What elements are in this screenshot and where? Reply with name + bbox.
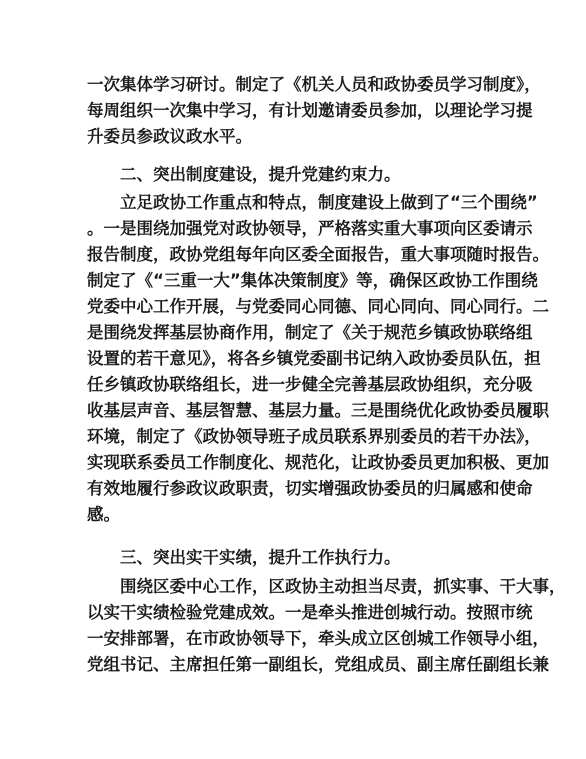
- text-line: 一安排部署，在市政协领导下，牵头成立区创城工作领导小组，: [87, 629, 549, 648]
- text-line: 收基层声音、基层智慧、基层力量。三是围绕优化政协委员履职: [87, 401, 549, 420]
- text-line: 立足政协工作重点和特点，制度建设上做到了“三个围绕”: [120, 193, 538, 212]
- text-line: 报告制度，政协党组每年向区委全面报告，重大事项随时报告。: [87, 245, 549, 264]
- text-line: 围绕区委中心工作，区政协主动担当尽责，抓实事、干大事，: [120, 577, 566, 596]
- text-line: 党委中心工作开展，与党委同心同德、同心同向、同心同行。二: [87, 297, 549, 316]
- text-line: 升委员参政议政水平。: [87, 127, 252, 146]
- text-line: 。一是围绕加强党对政协领导，严格落实重大事项向区委请示: [87, 219, 533, 238]
- text-line: 制定了《“三重一大”集体决策制度》等，确保区政协工作围绕: [87, 271, 538, 290]
- section-heading: 二、突出制度建设，提升党建约束力。: [120, 165, 401, 184]
- text-line: 党组书记、主席担任第一副组长，党组成员、副主席任副组长兼: [87, 655, 549, 674]
- text-line: 环境，制定了《政协领导班子成员联系界别委员的若干办法》，: [87, 427, 541, 446]
- text-line: 一次集体学习研讨。制定了《机关人员和政协委员学习制度》，: [87, 75, 541, 94]
- text-line: 每周组织一次集中学习，有计划邀请委员参加，以理论学习提: [87, 101, 533, 120]
- paragraph-study-system: [87, 72, 541, 150]
- section-heading-execution: [87, 545, 502, 571]
- paragraph-practical-results: [87, 574, 566, 678]
- text-line: 感。: [87, 505, 120, 524]
- text-line: 任乡镇政协联络组长，进一步健全完善基层政协组织，充分吸: [87, 375, 533, 394]
- section-heading: 三、突出实干实绩，提升工作执行力。: [120, 548, 401, 567]
- text-line: 设置的若干意见》，将各乡镇党委副书记纳入政协委员队伍，担: [87, 349, 541, 368]
- text-line: 是围绕发挥基层协商作用，制定了《关于规范乡镇政协联络组: [87, 323, 533, 342]
- section-heading-institution: [87, 162, 502, 188]
- paragraph-three-focuses: [87, 190, 549, 528]
- text-line: 实现联系委员工作制度化、规范化，让政协委员更加积极、更加: [87, 453, 549, 472]
- text-line: 以实干实绩检验党建成效。一是牵头推进创城行动。按照市统: [87, 603, 533, 622]
- text-line: 有效地履行参政议政职责，切实增强政协委员的归属感和使命: [87, 479, 533, 498]
